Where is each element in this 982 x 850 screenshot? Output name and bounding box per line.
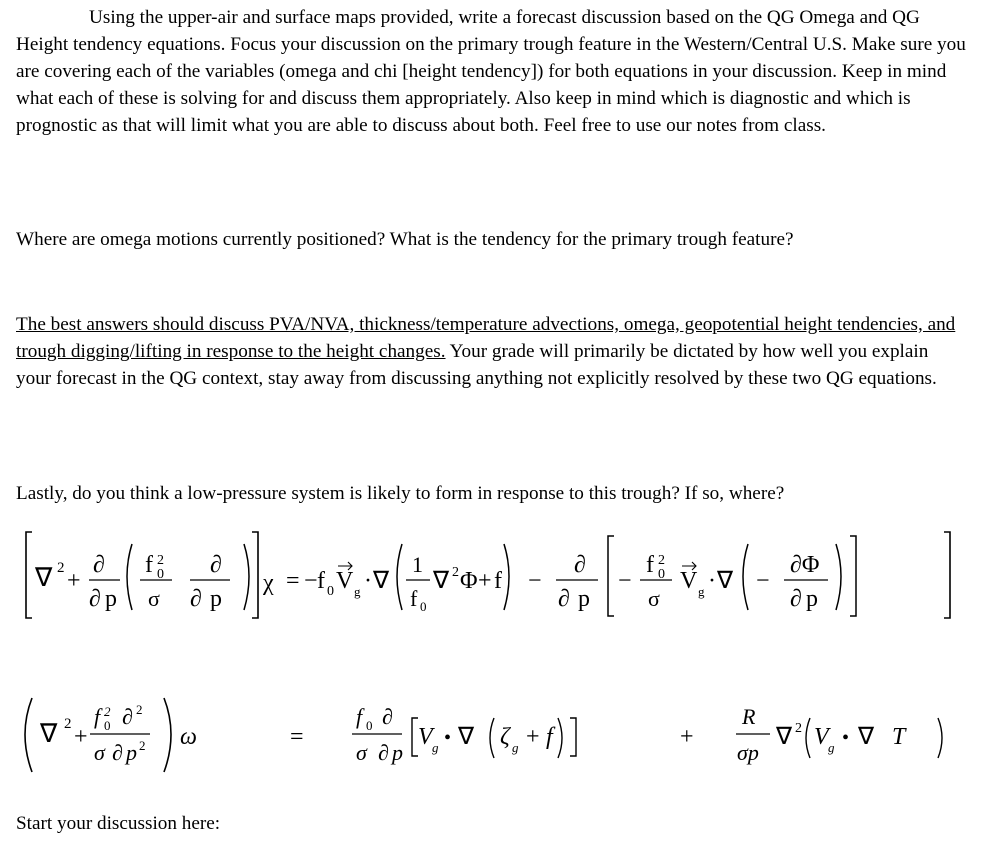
partial-denominator: ∂ xyxy=(790,586,802,612)
g-subscript: g xyxy=(698,584,705,599)
left-paren xyxy=(25,698,32,772)
outer-right-bracket xyxy=(944,532,950,618)
partial-numerator: ∂ xyxy=(574,552,586,578)
best-answers-paragraph xyxy=(16,311,966,392)
dot-operator: · xyxy=(708,568,716,594)
f0-subscript: 0 xyxy=(366,718,373,733)
right-paren xyxy=(558,718,562,758)
gradient-symbol: ∇ xyxy=(858,724,875,750)
f0-squared: f xyxy=(94,704,101,729)
f0-subscript: 0 xyxy=(658,567,665,582)
plus-sign: + xyxy=(526,724,540,750)
geostrophic-wind: V xyxy=(418,724,433,750)
g-subscript: g xyxy=(432,740,439,755)
gradient-symbol: ∇ xyxy=(373,568,390,594)
plus-sign: + xyxy=(67,568,81,594)
sigma-symbol: σ xyxy=(648,586,660,611)
f0-numerator: f xyxy=(356,704,363,729)
right-paren xyxy=(938,718,942,758)
qg-height-tendency-equation xyxy=(0,510,982,620)
left-paren xyxy=(397,544,402,610)
equals-sign: = xyxy=(290,724,304,750)
p-squared-exponent: 2 xyxy=(139,738,146,753)
g-subscript: g xyxy=(354,584,361,599)
left-paren xyxy=(127,544,132,610)
gradient-symbol: ∇ xyxy=(717,568,734,594)
f0-factor: f xyxy=(317,568,325,594)
partial-numerator: ∂ xyxy=(210,552,222,578)
exponent-two: 2 xyxy=(452,565,459,580)
geostrophic-wind: V xyxy=(336,568,354,594)
p-denominator: p xyxy=(578,586,590,612)
left-square-bracket xyxy=(26,532,32,618)
sigma-symbol: σ xyxy=(148,586,160,611)
equals-sign: = xyxy=(286,568,300,594)
right-paren xyxy=(244,544,249,610)
sigma-symbol: σ xyxy=(94,740,105,765)
intro-paragraph: Using the upper-air and surface maps provided, write a forecast discussion based on the QG Omega and QG Height tendency equations. Focus your discussion on the primary trough feature in the Western/Central U.S. Make sure you are covering each of the variables (omega and chi [height tendency]) for both equations in your discussion. Keep in mind what each of these is solving for and discuss them appropriately. Also keep in mind which is diagnostic and which is prognostic as that will limit what you are able to discuss about both. Feel free to use our notes from class. xyxy=(16,7,966,136)
minus-sign: − xyxy=(528,568,542,594)
f0-squared: f xyxy=(145,552,153,578)
omega-symbol: ω xyxy=(180,724,197,750)
left-square-bracket xyxy=(608,536,614,616)
zeta-symbol: ζ xyxy=(500,724,510,750)
p-denominator: p xyxy=(392,740,403,765)
f0-denominator: f xyxy=(410,586,418,611)
left-paren xyxy=(806,718,810,758)
f0-subscript: 0 xyxy=(420,599,427,614)
laplacian-symbol: ∇ xyxy=(40,719,58,748)
partial-numerator: ∂ xyxy=(382,704,393,729)
laplacian-symbol: ∇ xyxy=(433,568,450,594)
question-low-pressure: Lastly, do you think a low-pressure system is likely to form in response to this trough? If so, where? xyxy=(16,483,785,504)
partial-denominator: ∂ xyxy=(89,586,101,612)
plus-sign: + xyxy=(478,568,492,594)
coriolis-f: f xyxy=(546,724,553,750)
r-numerator: R xyxy=(742,704,756,729)
plus-sign: + xyxy=(74,724,88,750)
f0-subscript: 0 xyxy=(104,718,111,733)
partial-denominator: ∂ xyxy=(112,740,123,765)
p-denominator: p xyxy=(105,586,117,612)
phi-symbol: Φ xyxy=(460,568,478,594)
minus-sign: − xyxy=(304,568,318,594)
right-paren xyxy=(836,544,841,610)
one-numerator: 1 xyxy=(412,552,423,577)
exponent-two: 2 xyxy=(795,721,802,736)
g-subscript: g xyxy=(512,740,519,755)
exponent-two: 2 xyxy=(57,560,65,576)
temperature-symbol: T xyxy=(892,724,906,750)
p-denominator: p xyxy=(806,586,818,612)
f0-subscript: 0 xyxy=(327,584,334,599)
chi-symbol: χ xyxy=(263,570,274,596)
partial-squared: ∂ xyxy=(122,704,133,729)
sigma-symbol: σ xyxy=(356,740,367,765)
best-answers-underlined: The best answers should discuss PVA/NVA, thickness/temperature advections, omega, geopotential height tendencies, and trough digging/lifting in response to the height changes. xyxy=(16,314,956,362)
laplacian-symbol: ∇ xyxy=(776,724,793,750)
right-square-bracket xyxy=(850,536,856,616)
start-discussion-prompt: Start your discussion here: xyxy=(16,813,221,834)
partial-squared-exponent: 2 xyxy=(136,702,143,717)
right-paren xyxy=(164,698,171,772)
dphi-numerator: ∂Φ xyxy=(790,552,820,578)
g-subscript: g xyxy=(828,740,835,755)
plus-sign: + xyxy=(680,724,694,750)
right-paren xyxy=(504,544,509,610)
partial-numerator: ∂ xyxy=(93,552,105,578)
f0-squared: f xyxy=(646,552,654,578)
f0-squared-exponent: 2 xyxy=(658,553,665,568)
right-square-bracket xyxy=(252,532,258,618)
sigma-p-denominator: σp xyxy=(737,740,759,765)
qg-omega-equation xyxy=(0,678,982,788)
left-paren xyxy=(743,544,748,610)
partial-denominator: ∂ xyxy=(190,586,202,612)
minus-sign: − xyxy=(756,568,770,594)
minus-sign: − xyxy=(618,568,632,594)
partial-denominator: ∂ xyxy=(378,740,389,765)
left-paren xyxy=(490,718,494,758)
partial-denominator: ∂ xyxy=(558,586,570,612)
grading-note: Your grade will primarily be dictated by how well you explain your forecast in the QG context, stay away from discussing anything not explicitly resolved by these two QG equations. xyxy=(16,341,937,389)
f0-squared-exponent: 2 xyxy=(104,704,111,719)
bullet-operator: • xyxy=(842,727,850,749)
gradient-symbol: ∇ xyxy=(458,724,475,750)
bullet-operator: • xyxy=(444,727,452,749)
geostrophic-wind: V xyxy=(680,568,698,594)
question-omega-tendency: Where are omega motions currently positioned? What is the tendency for the primary trough feature? xyxy=(16,229,794,250)
right-square-bracket xyxy=(570,718,576,756)
geostrophic-wind: V xyxy=(814,724,829,750)
exponent-two: 2 xyxy=(64,716,72,732)
f0-squared-exponent: 2 xyxy=(157,553,164,568)
dot-operator: · xyxy=(364,568,372,594)
f0-subscript: 0 xyxy=(157,567,164,582)
p-denominator: p xyxy=(210,586,222,612)
coriolis-f: f xyxy=(494,568,502,594)
laplacian-symbol: ∇ xyxy=(35,563,53,592)
p-squared: p xyxy=(126,740,137,765)
